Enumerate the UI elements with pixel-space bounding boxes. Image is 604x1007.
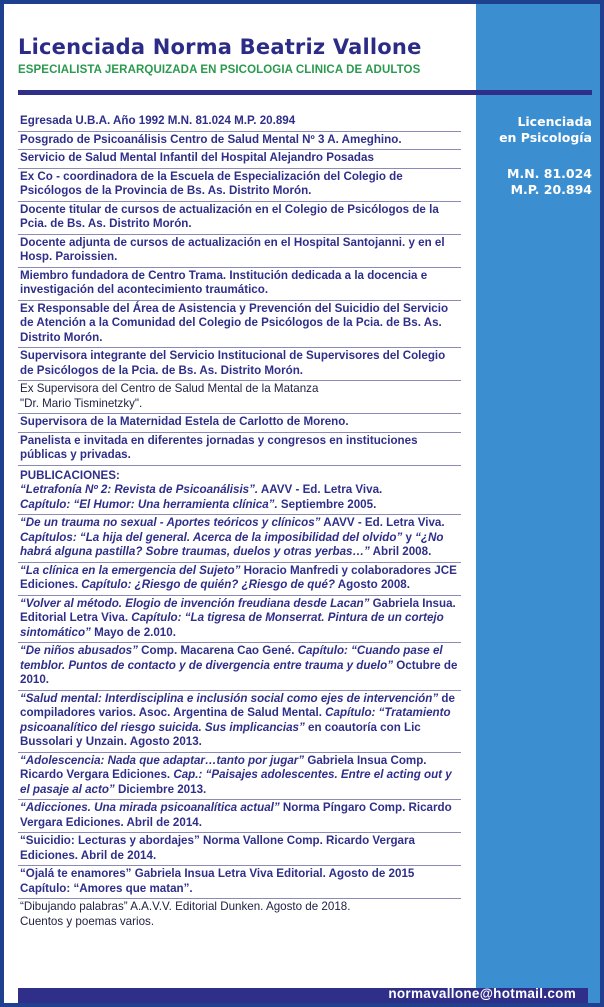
header-divider [18,90,592,95]
pub-publisher: Gabriela Insua. Editorial Letra Viva. [20,596,456,624]
publication-entry [18,899,461,931]
cv-card [4,4,600,1003]
publication-entry [18,596,461,644]
sidebar-title-line1: Licenciada [517,114,592,129]
cv-entry: Servicio de Salud Mental Infantil del Hospital Alejandro Posadas [18,150,461,169]
publication-entry [18,800,461,833]
pub-publisher: Norma Píngaro Comp. Ricardo Vergara Ediciones. Abril de 2014. [20,801,452,829]
publication-entry [18,643,461,691]
cv-entry: Ex Co - coordinadora de la Escuela de Especialización del Colegio de Psicólogos de la Provincia de Bs. As. Distrito Morón. [18,169,461,202]
cv-entries-list [18,113,461,931]
sidebar-mn: M.N. 81.024 [507,166,592,181]
pub-chapter: Cap.: “Paisajes adolescentes. Entre el acting out y el pasaje al acto” [20,768,452,796]
cv-entry: Ex Responsable del Área de Asistencia y Prevención del Suicidio del Servicio de Atención a la Comunidad del Colegio de Psicólogos de la Pcia. de Bs. As. Distrito Morón. [18,301,461,349]
publication-entry [18,753,461,801]
pub-publisher: Comp. Macarena Cao Gené. [137,644,298,657]
publication-entry [18,866,461,899]
sidebar-title-line2: en Psicología [499,130,592,145]
publications-heading: PUBLICACIONES: [20,468,120,482]
pub-publisher: AAVV - Ed. Letra Viva. [320,516,445,529]
pub-chapter: Capítulo: “Amores que matan”. [20,881,193,895]
pub-date: Mayo de 2.010. [90,625,176,639]
pub-date: Octubre de 2010. [20,658,458,686]
header [18,34,468,76]
cv-entry-line: "Dr. Mario Tisminetzky". [20,396,143,410]
pub-title: “Adicciones. Una mirada psicoanalítica actual” [20,801,280,814]
pub-date: Septiembre 2005. [277,497,377,511]
pub-title: “Dibujando palabras” A.A.V.V. Editorial Dunken. Agosto de 2018. [20,900,351,913]
pub-note: Cuentos y poemas varios. [20,914,155,928]
publication-entry [18,563,461,596]
pub-publisher: de compiladores varios. Asoc. Argentina de Salud Mental. [20,691,455,719]
cv-entry: Egresada U.B.A. Año 1992 M.N. 81.024 M.P. 20.894 [18,113,461,132]
cv-entry: Docente titular de cursos de actualización en el Colegio de Psicólogos de la Pcia. de Bs. As. Distrito Morón. [18,202,461,235]
pub-publisher: Horacio Manfredi y colaboradores JCE Ediciones. [20,563,457,591]
pub-title: “Volver al método. Elogio de invención freudiana desde Lacan” [20,596,370,610]
publication-entry [18,466,461,516]
publication-entry [18,691,461,753]
pub-chapter: Capítulo: “La tigresa de Monserrat. Pintura de un cortejo sintomático” [20,611,444,639]
pub-title: “Salud mental: Interdisciplina e inclusión social como ejes de intervención” [20,691,439,705]
pub-title: “Letrafonía Nº 2: Revista de Psicoanálisis”. [20,483,259,496]
sidebar-credentials [476,114,592,198]
cv-entry: Supervisora integrante del Servicio Institucional de Supervisores del Colegio de Psicólogos de la Pcia. de Bs. As. Distrito Morón. [18,348,461,381]
footer-bar [18,988,588,1003]
pub-title: “Ojalá te enamores” Gabriela Insua Letra Viva Editorial. Agosto de 2015 [20,867,415,880]
pub-title: “La clínica en la emergencia del Sujeto” [20,563,241,577]
pub-title: “Adolescencia: Nada que adaptar…tanto por jugar” [20,753,305,767]
pub-date: Agosto 2008. [335,578,410,591]
publication-entry [18,515,461,563]
cv-entry-line: Ex Supervisora del Centro de Salud Mental de la Matanza [20,382,319,395]
pub-date: Diciembre 2013. [114,782,207,796]
pub-chapter: Capítulo: “Cuando pase el temblor. Puntos de contacto y de divergencia entre trauma y duelo” [20,644,443,672]
pub-chapter: Capítulos: “La hija del general. Acerca de la imposibilidad del olvido” [20,530,403,544]
cv-entry: Posgrado de Psicoanálisis Centro de Salud Mental Nº 3 A. Ameghino. [18,132,461,151]
cv-entry [18,381,461,414]
pub-chapter: Capítulo: “El Humor: Una herramienta clínica”. [20,497,278,511]
pub-connector: y [402,530,416,544]
pub-title: “De un trauma no sexual - Aportes teóricos y clínicos” [20,516,321,529]
page-title: Licenciada Norma Beatriz Vallone [18,35,422,59]
cv-entry: Miembro fundadora de Centro Trama. Institución dedicada a la docencia e investigación del acontecimiento traumático. [18,268,461,301]
pub-chapter: “¿No habrá alguna pastilla? Sobre traumas, duelos y otras yerbas…” [20,530,444,558]
email-link[interactable]: normavallone@hotmail.com [388,986,576,1001]
pub-date: en coautoría con Lic Bussolari y Unzain. Agosto 2013. [20,720,421,748]
cv-entry: Panelista e invitada en diferentes jornadas y congresos en instituciones públicas y privadas. [18,433,461,466]
publication-entry: “Suicidio: Lecturas y abordajes” Norma Vallone Comp. Ricardo Vergara Ediciones. Abril de 2014. [18,833,461,866]
pub-publisher: AAVV - Ed. Letra Viva. [258,483,383,496]
cv-entry: Supervisora de la Maternidad Estela de Carlotto de Moreno. [18,414,461,433]
pub-publisher: Gabriela Insua Comp. Ricardo Vergara Ediciones. [20,753,427,781]
pub-chapter: Capítulo: ¿Riesgo de quién? ¿Riesgo de qué? [81,578,335,591]
page-subtitle: ESPECIALISTA JERARQUIZADA EN PSICOLOGIA CLINICA DE ADULTOS [18,64,421,76]
cv-entry: Docente adjunta de cursos de actualización en el Hospital Santojanni. y en el Hosp. Paroissien. [18,235,461,268]
pub-title: “De niños abusados” [20,644,138,657]
pub-date: Abril 2008. [369,545,432,558]
pub-chapter: Capítulo: “Tratamiento psicoanalítico del riesgo suicida. Sus implicancias” [20,706,451,734]
sidebar-mp: M.P. 20.894 [510,182,592,197]
